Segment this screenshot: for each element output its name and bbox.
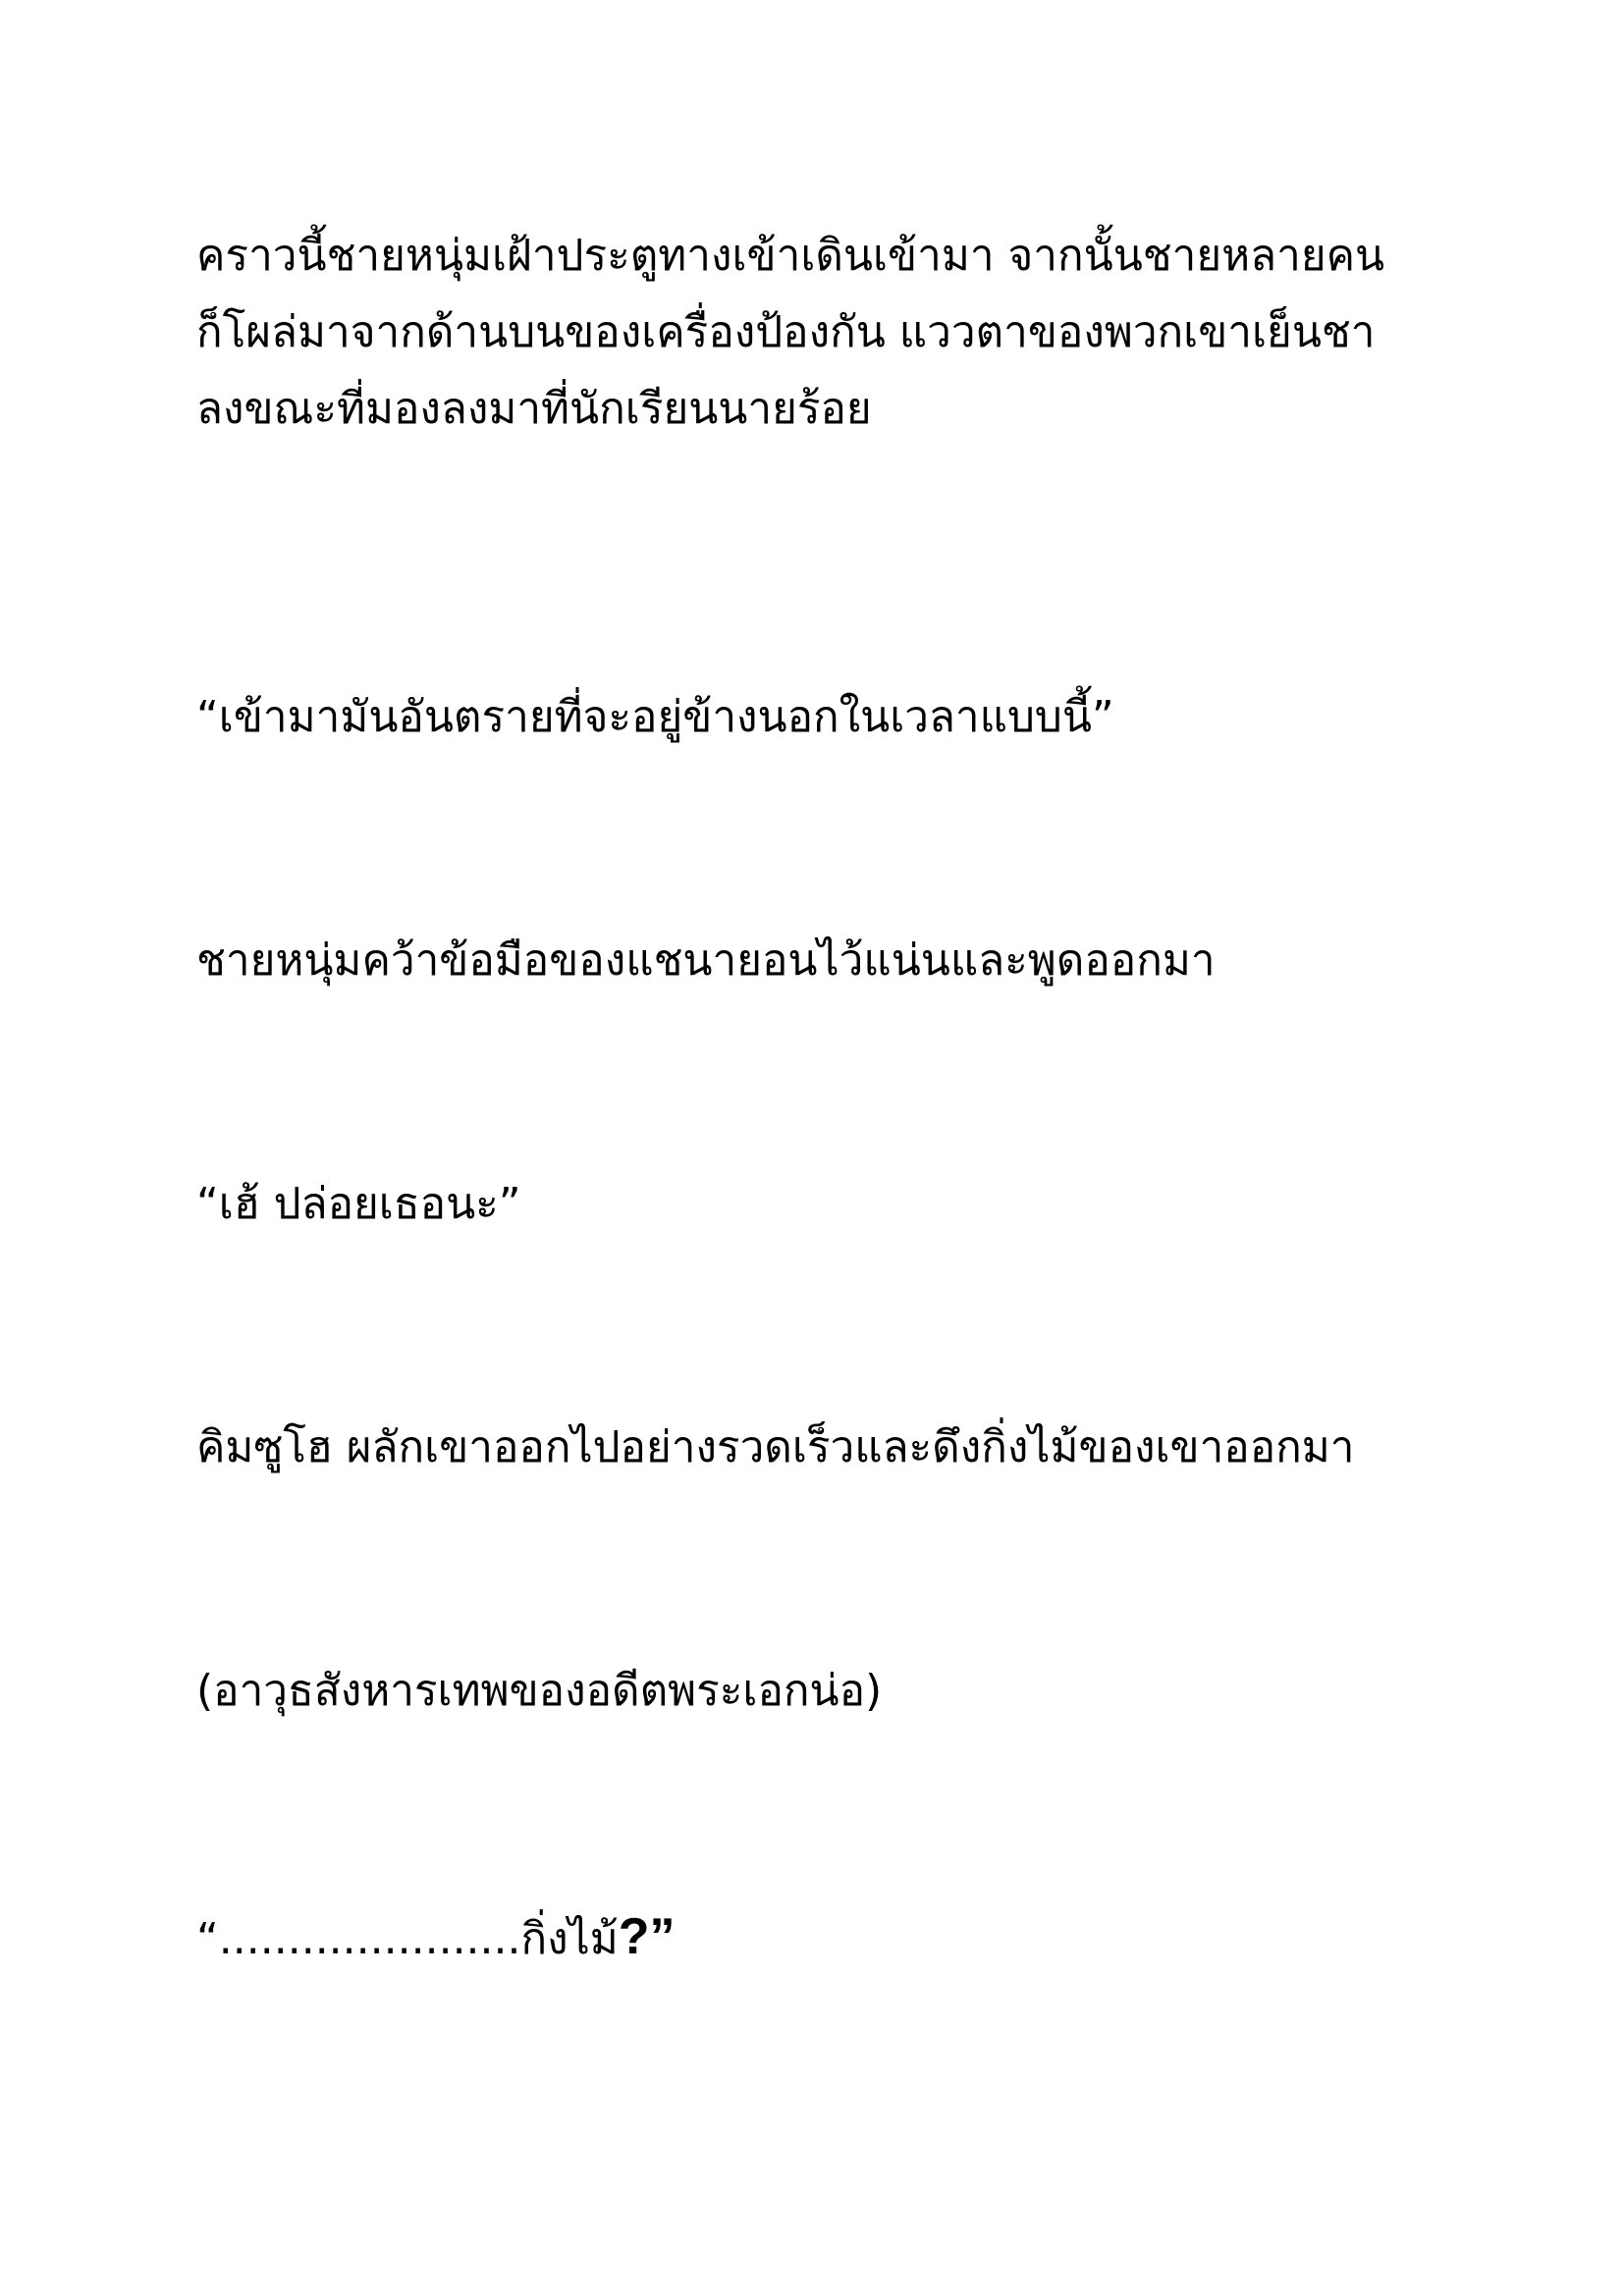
paragraph-narration-1 — [196, 218, 1473, 448]
dialogue-question-mark: ?” — [618, 1908, 676, 1965]
paragraph-dialogue-3 — [196, 1898, 1473, 1978]
paragraph-dialogue-1: “เข้ามามันอันตรายที่จะอยู่ข้างนอกในเวลาแบบนี้” — [196, 692, 1114, 742]
paragraph-dialogue-2: “เฮ้ ปล่อยเธอนะ” — [196, 1179, 521, 1229]
dialogue-text: “......................กิ่งไม้ — [196, 1914, 619, 1964]
text-line: ลงขณะที่มองลงมาที่นักเรียนนายร้อย — [196, 384, 872, 434]
text-line: คราวนี้ชายหนุ่มเฝ้าประตูทางเข้าเดินเข้ามา จากนั้นชายหลายคน — [196, 231, 1385, 281]
paragraph-narration-2: ชายหนุ่มคว้าข้อมือของแชนายอนไว้แน่นและพูดออกมา — [196, 935, 1216, 986]
paragraph-narration-3: คิมซูโฮ ผลักเขาออกไปอย่างรวดเร็วและดึงกิ่งไม้ของเขาออกมา — [196, 1422, 1355, 1472]
paragraph-aside: (อาวุธสังหารเทพของอดีตพระเอกน่อ) — [196, 1666, 883, 1716]
text-line: ก็โผล่มาจากด้านบนของเครื่องป้องกัน แววตาของพวกเขาเย็นชา — [196, 307, 1376, 357]
